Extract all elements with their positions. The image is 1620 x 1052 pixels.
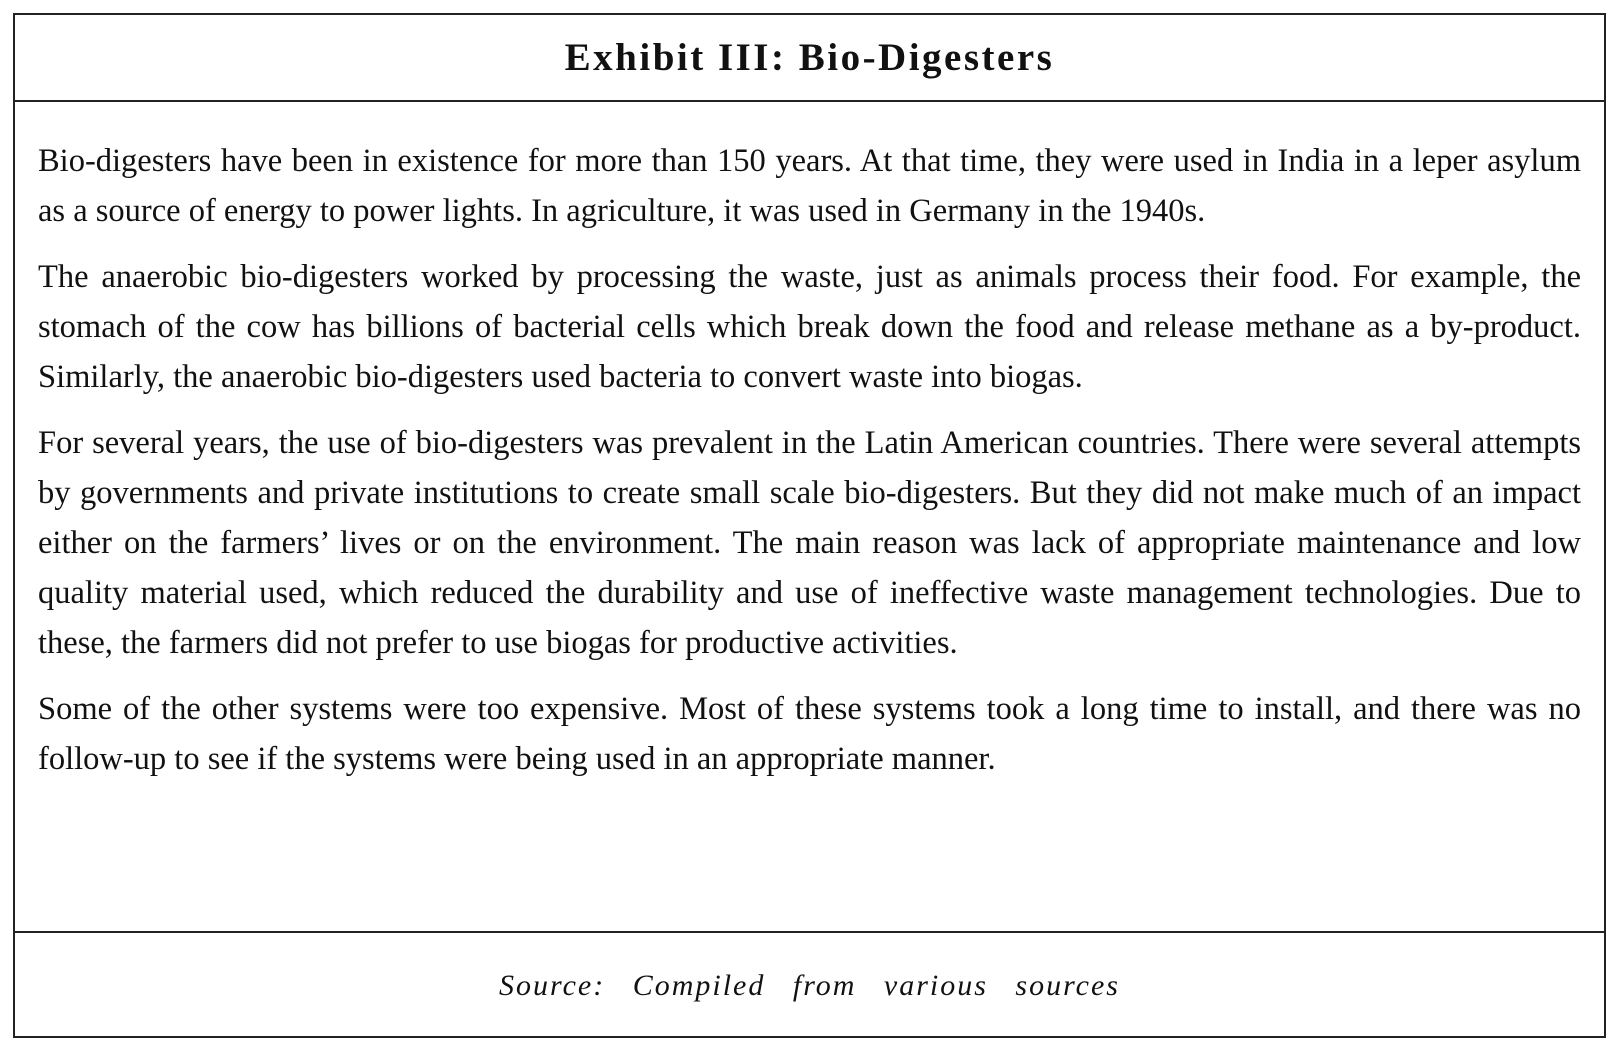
exhibit-box (13, 13, 1606, 1038)
paragraph-how-it-works: The anaerobic bio-digesters worked by processing the waste, just as animals process their food. For example, the stomach of the cow has billions of bacterial cells which break down the food and release methane as a by-product. Similarly, the anaerobic bio-digesters used bacteria to convert waste into biogas. (38, 259, 1581, 395)
exhibit-footer (15, 931, 1604, 1038)
exhibit-title: Exhibit III: Bio-Digesters (564, 36, 1055, 79)
exhibit-header (15, 15, 1604, 102)
source-note: Source: Compiled from various sources (499, 968, 1120, 1002)
paragraph-history: Bio-digesters have been in existence for more than 150 years. At that time, they were used in India in a leper asylum as a source of energy to power lights. In agriculture, it was used in Germany in the 1940s. (38, 143, 1581, 229)
paragraph-latin-america: For several years, the use of bio-digesters was prevalent in the Latin American countries. There were several attempts by governments and private institutions to create small scale bio-digesters. But they did not make much of an impact either on the farmers’ lives or on the environment. The main reason was lack of appropriate maintenance and low quality material used, which reduced the durability and use of ineffective waste management technologies. Due to these, the farmers did not prefer to use biogas for productive activities. (38, 425, 1581, 661)
exhibit-body (15, 102, 1604, 931)
paragraph-other-systems: Some of the other systems were too expensive. Most of these systems took a long time to install, and there was no follow-up to see if the systems were being used in an appropriate manner. (38, 691, 1581, 777)
